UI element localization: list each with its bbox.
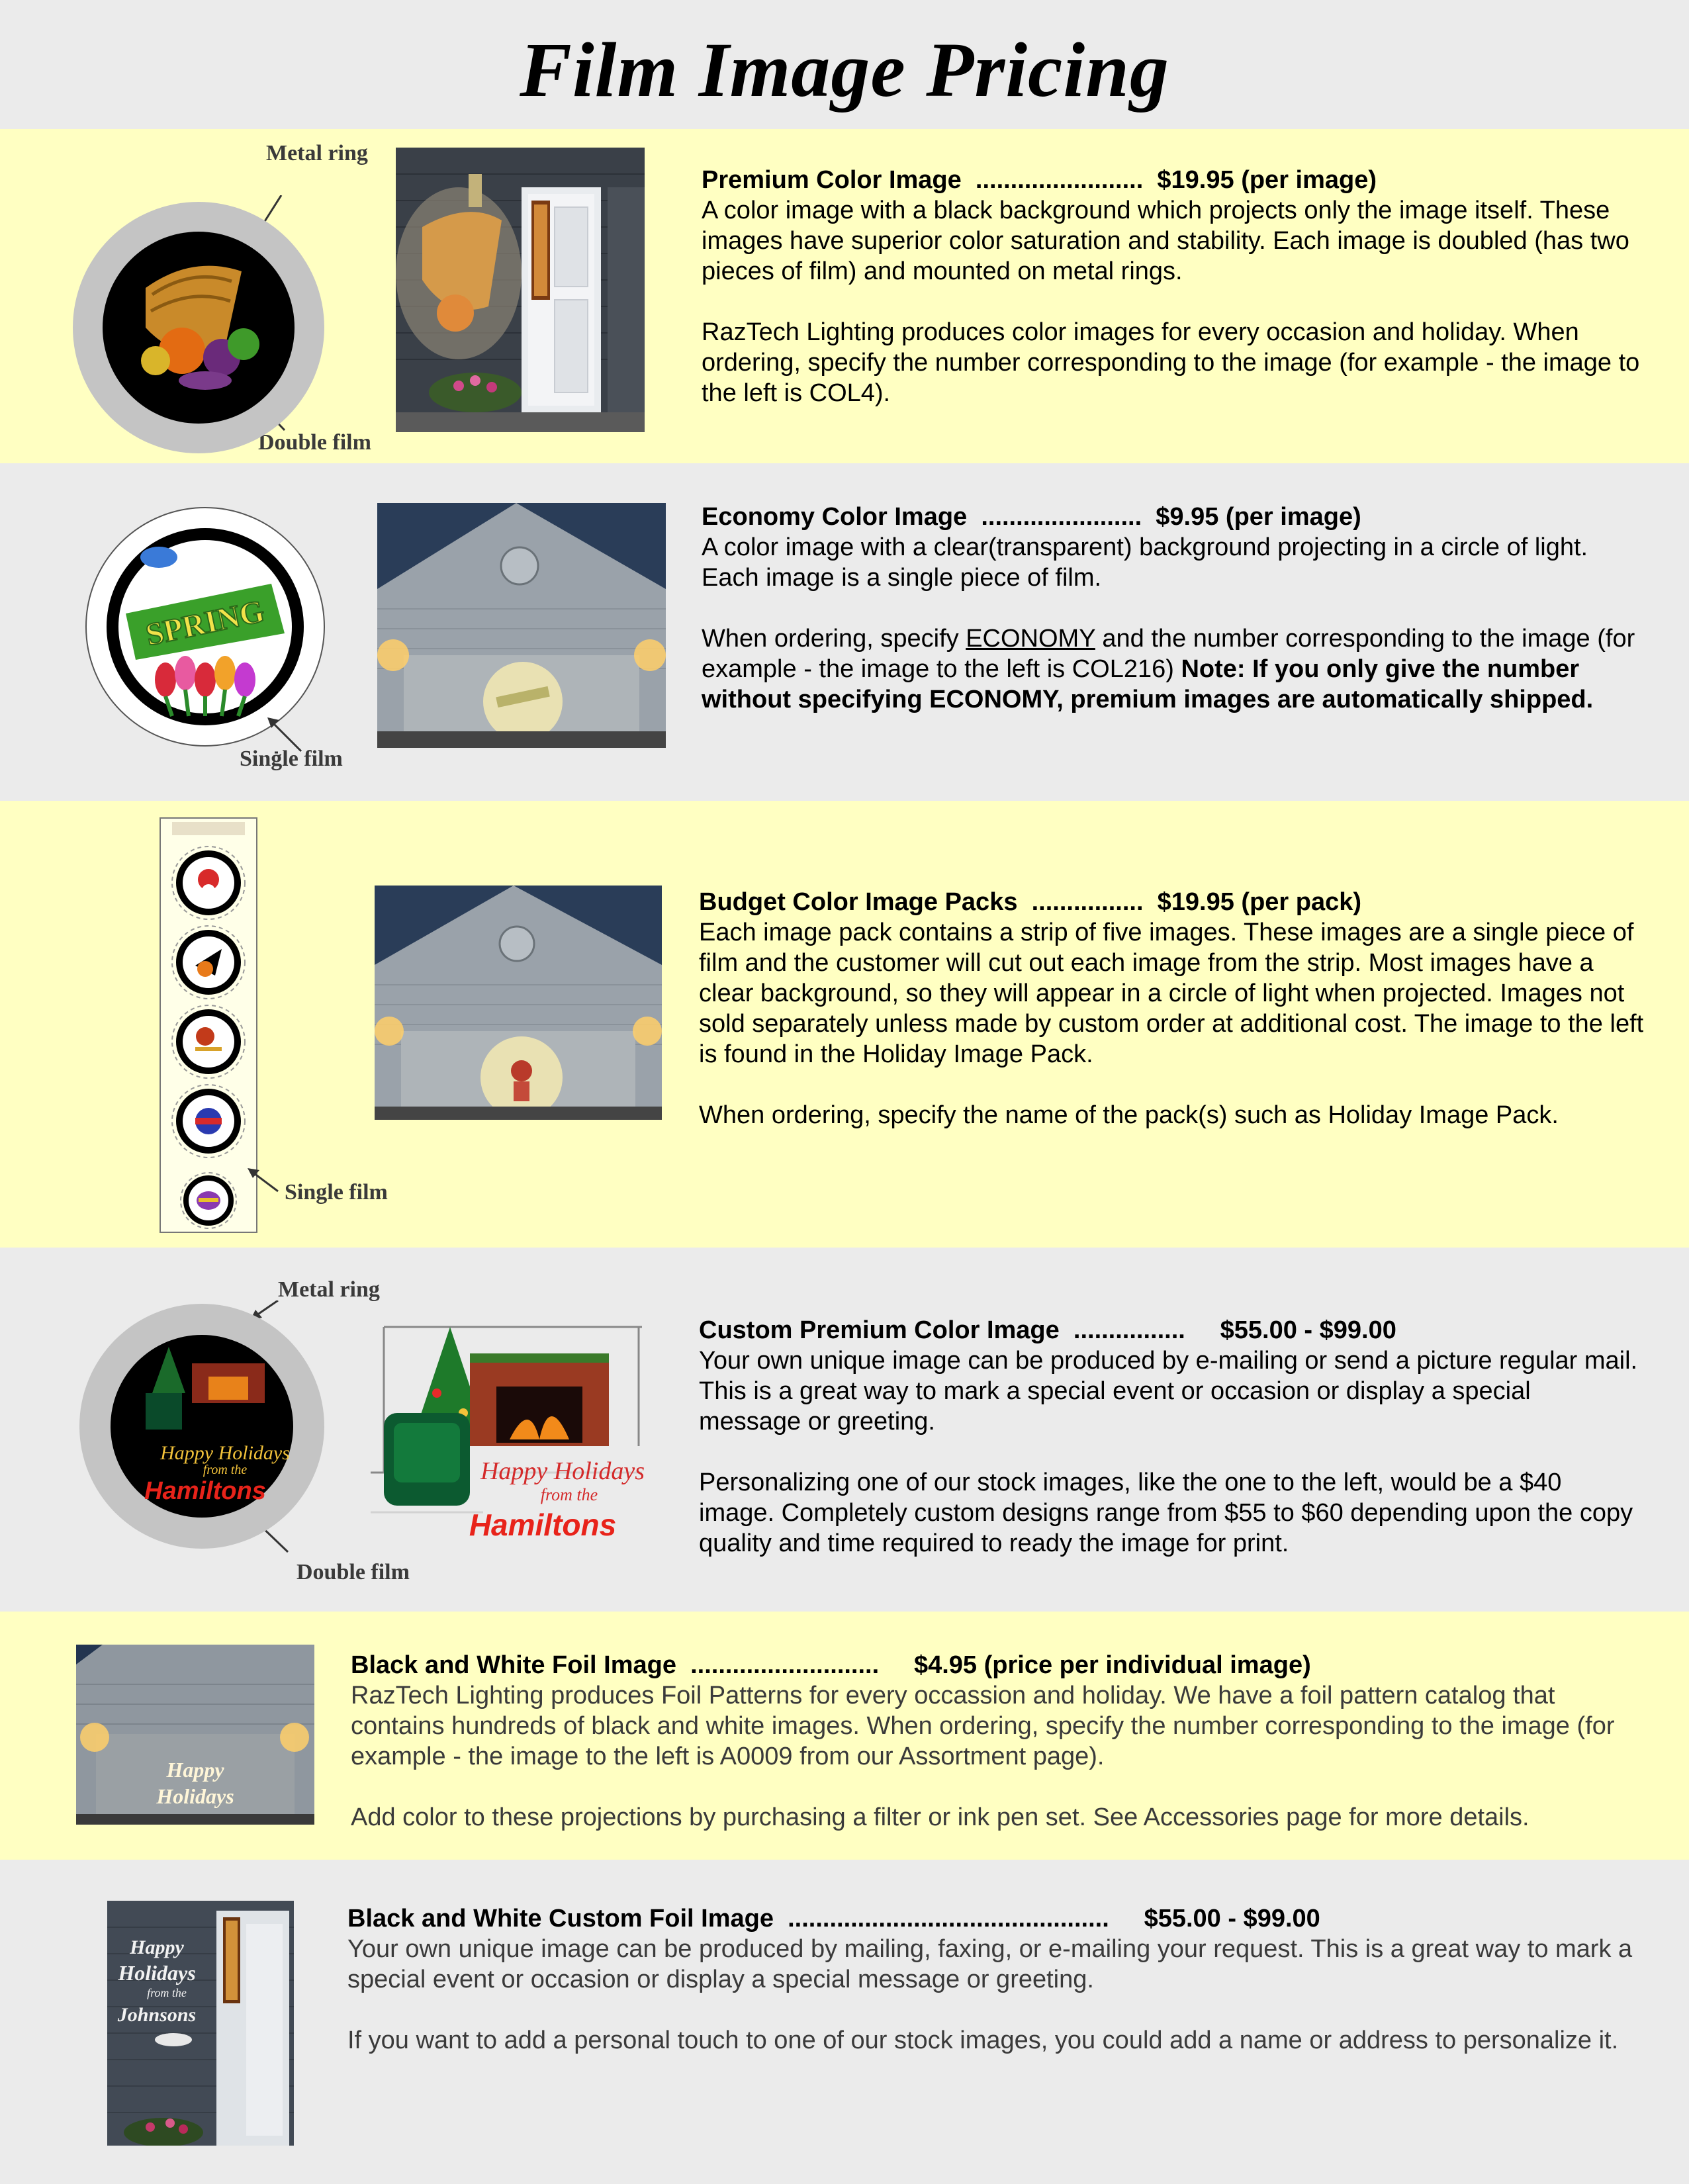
- economy-photo-garage: [377, 503, 666, 748]
- callout-custom-metal-ring: Metal ring: [278, 1277, 380, 1302]
- art-line2: from the: [540, 1485, 598, 1504]
- section-economy: [0, 463, 1689, 801]
- custom-premium-film-disc: [73, 1300, 338, 1565]
- disc-art-line1: Happy Holidays: [160, 1442, 290, 1464]
- bw-custom-photo-line1: Happy: [130, 1936, 184, 1958]
- budget-para2: When ordering, specify the name of the pack(s) such as Holiday Image Pack.: [699, 1101, 1559, 1129]
- premium-heading: Premium Color Image ........................ $19.95 (per image): [702, 166, 1377, 194]
- premium-description: [702, 165, 1641, 408]
- section-budget: [0, 801, 1689, 1248]
- art-line1: Happy Holidays: [480, 1457, 645, 1485]
- bw-foil-description: [351, 1650, 1648, 1833]
- bw-custom-photo-line2: Holidays: [118, 1961, 196, 1985]
- economy-description: [702, 502, 1641, 715]
- bw-foil-photo-line1: Happy: [166, 1758, 224, 1782]
- bw-custom-foil-para1: Your own unique image can be produced by mailing, faxing, or e-mailing your request. This is a great way to mark a special event or occasion or display a special message or greeting.: [347, 1935, 1633, 1993]
- bw-foil-heading: Black and White Foil Image ........................... $4.95 (price per individual image): [351, 1651, 1311, 1679]
- economy-disc-label: SPRING: [142, 593, 268, 653]
- custom-premium-artwork: [371, 1314, 649, 1559]
- section-premium: [0, 129, 1689, 463]
- budget-description: [699, 887, 1652, 1130]
- callout-budget-single-film: Single film: [285, 1180, 388, 1205]
- budget-film-strip: [159, 817, 258, 1234]
- premium-para1: A color image with a black background which projects only the image itself. These images have superior color saturation and stability. Each image is doubled (has two pieces of film) and mounted on metal rings.: [702, 197, 1629, 285]
- bw-custom-foil-heading: Black and White Custom Foil Image .............................................. $55.00 - $99.00: [347, 1905, 1320, 1933]
- bw-custom-foil-description: [347, 1903, 1651, 2056]
- bw-custom-foil-photo-door: [107, 1901, 294, 2146]
- premium-photo-house-door: [396, 148, 645, 432]
- economy-para1: A color image with a clear(transparent) background projecting in a circle of light. Each image is a single piece of film.: [702, 533, 1588, 592]
- economy-heading: Economy Color Image ....................... $9.95 (per image): [702, 503, 1361, 531]
- page-title: Film Image Pricing: [520, 26, 1169, 113]
- callout-single-film: Single film: [240, 747, 343, 771]
- disc-art-line2: from the: [203, 1463, 248, 1477]
- section-bw-custom-foil: [0, 1860, 1689, 2184]
- budget-arrow: [245, 1165, 285, 1205]
- economy-para2: When ordering, specify ECONOMY and the number corresponding to the image (for example - the image to the left is COL216) Note: If you only give the number without specifying ECONOMY, premium images are automatically shipped.: [702, 625, 1635, 713]
- budget-heading: Budget Color Image Packs ................ $19.95 (per pack): [699, 888, 1362, 916]
- section-bw-foil: [0, 1612, 1689, 1860]
- bw-foil-para2: Add color to these projections by purchasing a filter or ink pen set. See Accessories page for more details.: [351, 1803, 1529, 1831]
- bw-foil-photo-garage: [76, 1645, 314, 1825]
- budget-para1: Each image pack contains a strip of five images. These images are a single piece of film and the customer will cut out each image from the strip. Most images have a clear background, so they will appear in a circle of light when projected. Images not sold separately unless made by custom order at additional cost. The image to the left is found in the Holiday Image Pack.: [699, 919, 1644, 1068]
- budget-photo-garage: [375, 886, 662, 1120]
- bw-custom-photo-line3: from the: [147, 1986, 187, 1999]
- bw-foil-para1: RazTech Lighting produces Foil Patterns for every occassion and holiday. We have a foil pattern catalog that contains hundreds of black and white images. When ordering, specify the number corresponding to the image (for example - the image to the left is A0009 from our Assortment page).: [351, 1682, 1615, 1770]
- callout-metal-ring: Metal ring: [266, 141, 368, 165]
- callout-double-film: Double film: [258, 430, 371, 455]
- disc-art-line3: Hamiltons: [144, 1477, 266, 1505]
- callout-custom-double-film: Double film: [297, 1560, 410, 1584]
- premium-film-disc: [66, 195, 331, 473]
- bw-custom-photo-line4: Johnsons: [117, 2004, 197, 2026]
- custom-premium-para2: Personalizing one of our stock images, like the one to the left, would be a $40 image. Completely custom designs range from $55 to $60 depending upon the copy quality and time required to ready the image for print.: [699, 1469, 1633, 1557]
- section-custom-premium: [0, 1248, 1689, 1612]
- premium-para2: RazTech Lighting produces color images for every occasion and holiday. When ordering, specify the number corresponding to the image (for example - the image to the left is COL4).: [702, 318, 1640, 407]
- custom-premium-description: [699, 1315, 1639, 1559]
- bw-custom-foil-para2: If you want to add a personal touch to one of our stock images, you could add a name or address to personalize it.: [347, 2026, 1619, 2054]
- custom-premium-heading: Custom Premium Color Image ................ $55.00 - $99.00: [699, 1316, 1396, 1344]
- custom-premium-para1: Your own unique image can be produced by e-mailing or send a picture regular mail. This is a great way to mark a special event or occasion or display a special message or greeting.: [699, 1347, 1638, 1435]
- art-line3: Hamiltons: [469, 1508, 617, 1542]
- bw-foil-photo-line2: Holidays: [156, 1784, 234, 1808]
